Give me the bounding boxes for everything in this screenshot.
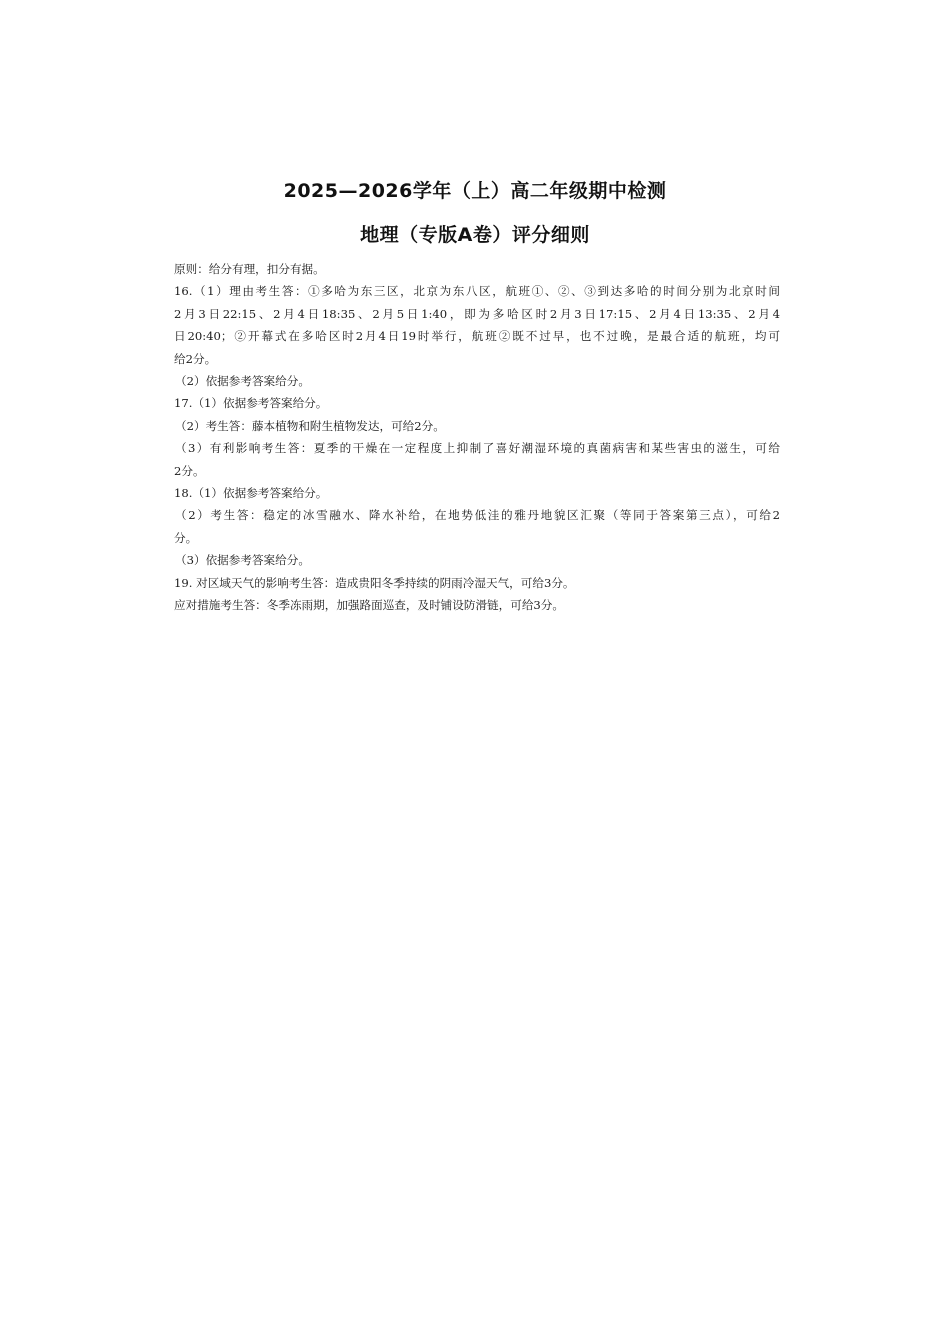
q16-part2-line: （2）依据参考答案给分。 bbox=[175, 374, 310, 389]
q18-part2-line-2: 分。 bbox=[174, 530, 198, 545]
scoring-rules-body bbox=[174, 258, 780, 617]
document-title: 2025—2026学年（上）高二年级期中检测 bbox=[283, 180, 667, 202]
q17-part1-line: 17.（1）依据参考答案给分。 bbox=[174, 396, 328, 411]
q18-part3-line: （3）依据参考答案给分。 bbox=[175, 553, 310, 568]
document-subtitle: 地理（专版A卷）评分细则 bbox=[360, 224, 590, 246]
principle-line: 原则：给分有理，扣分有据。 bbox=[174, 262, 325, 276]
q16-part1-line-4: 给2分。 bbox=[174, 351, 217, 366]
q16-part1-line-2: 2月3日22:15、2月4日18:35、2月5日1:40，即为多哈区时2月3日17:15、2月4日13:35、2月4 bbox=[174, 306, 780, 321]
q17-part3-line-2: 2分。 bbox=[174, 463, 205, 478]
q18-part1-line: 18.（1）依据参考答案给分。 bbox=[174, 486, 328, 501]
q17-part2-line: （2）考生答：藤本植物和附生植物发达，可给2分。 bbox=[175, 418, 445, 433]
q19-weather-line: 19. 对区域天气的影响考生答：造成贵阳冬季持续的阴雨冷湿天气，可给3分。 bbox=[174, 575, 575, 590]
q17-part3-line-1: （3）有利影响考生答：夏季的干燥在一定程度上抑制了喜好潮湿环境的真菌病害和某些害虫的滋生，可给 bbox=[175, 441, 780, 456]
q19-measures-line: 应对措施考生答：冬季冻雨期，加强路面巡查，及时铺设防滑链，可给3分。 bbox=[174, 598, 564, 613]
q16-part1-line-1: 16.（1）理由考生答：①多哈为东三区，北京为东八区，航班①、②、③到达多哈的时间分别为北京时间 bbox=[174, 284, 780, 299]
q18-part2-line-1: （2）考生答：稳定的冰雪融水、降水补给，在地势低洼的雅丹地貌区汇聚（等同于答案第三点），可给2 bbox=[175, 508, 780, 523]
q16-part1-line-3: 日20:40；②开幕式在多哈区时2月4日19时举行，航班②既不过早，也不过晚，是最合适的航班，均可 bbox=[174, 329, 780, 344]
